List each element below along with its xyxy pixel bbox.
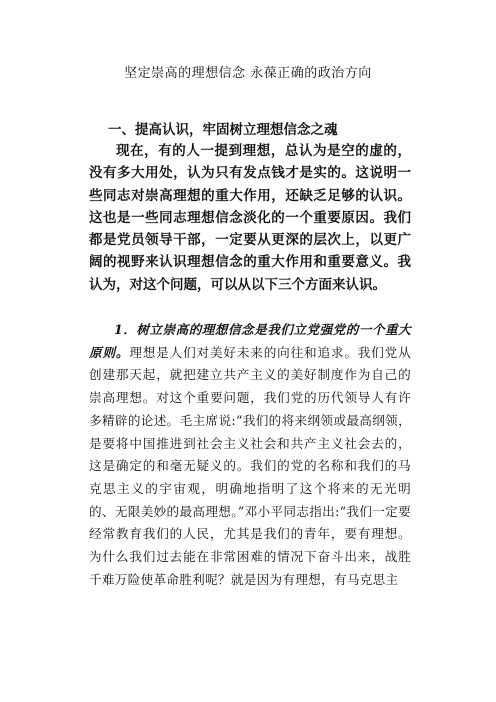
document-title: 坚定崇高的理想信念 永葆正确的政治方向 bbox=[124, 66, 372, 81]
paragraph-2 bbox=[89, 319, 411, 591]
paragraph-1: 现在，有的人一提到理想，总认为是空的虚的，没有多大用处，认为只有发点钱才是实的。这说明一些同志对崇高理想的重大作用，还缺乏足够的认识。这也是一些同志理想信念淡化的一个重要原因。我们都是党员领导干部，一定要从更深的层次上，以更广阔的视野来认识理想信念的重大作用和重要意义。我认为，对这个问题，可以从以下三个方面来认识。 bbox=[89, 143, 411, 293]
section-heading: 一、提高认识，牢固树立理想信念之魂 bbox=[108, 122, 338, 138]
paragraph-2-body: 理想是人们对美好未来的向往和追求。我们党从创建那天起，就把建立共产主义的美好制度作为自己的崇高理想。对这个重要问题，我们党的历代领导人有许多精辟的论述。毛主席说:“我们的将来纲领或最高纲领，是要将中国推进到社会主义社会和共产主义社会去的，这是确定的和毫无疑义的。我们的党的名称和我们的马克思主义的宇宙观，明确地指明了这个将来的无光明的、无限美妙的最高理想。”邓小平同志指出:“我们一定要经常教育我们的人民，尤其是我们的青年，要有理想。为什么我们过去能在非常困难的情况下奋斗出来，战胜千难万险使革命胜利呢？就是因为有理想，有马克思主 bbox=[89, 344, 411, 587]
paragraph-2-lead: 1．树立崇高的理想信念是我们立党强党的一个重大原则。 bbox=[89, 322, 411, 360]
